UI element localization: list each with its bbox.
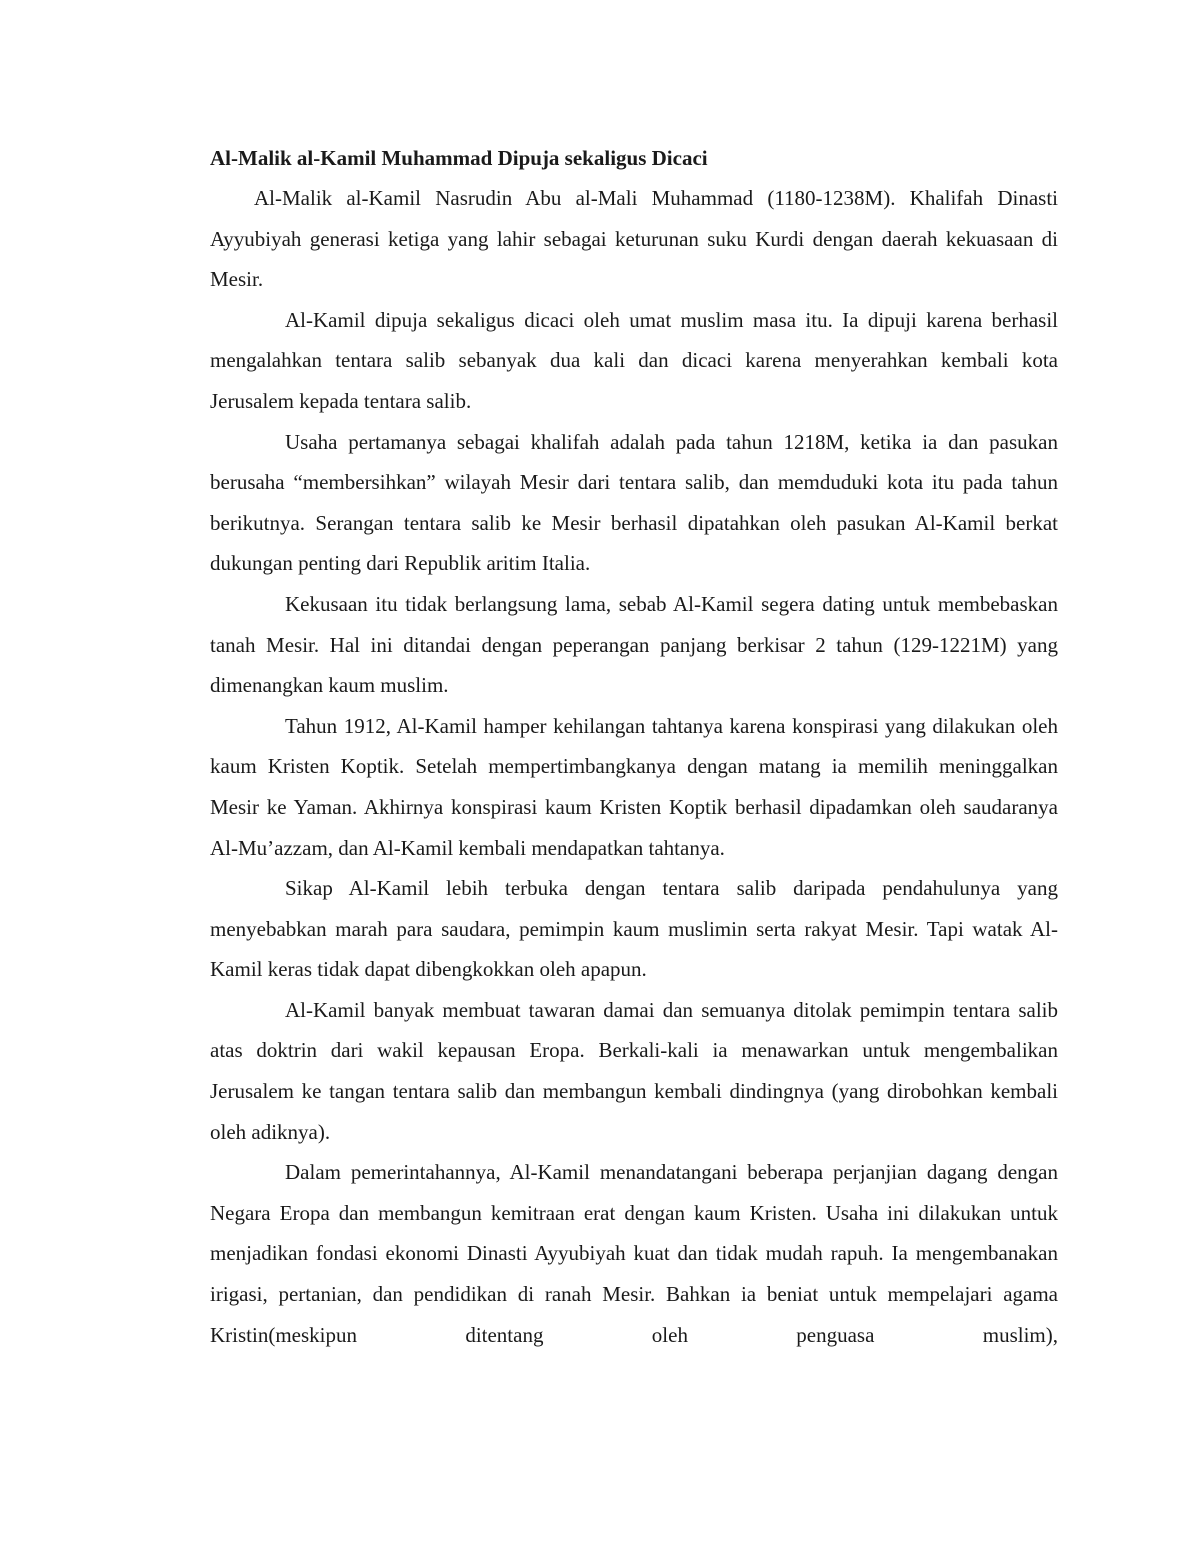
- paragraph-4: Kekusaan itu tidak berlangsung lama, sebab Al-Kamil segera dating untuk membebaskan tanah Mesir. Hal ini ditandai dengan peperangan panjang berkisar 2 tahun (129-1221M) yang dimenangkan kaum muslim.: [210, 591, 1058, 698]
- paragraph-3: Usaha pertamanya sebagai khalifah adalah pada tahun 1218M, ketika ia dan pasukan berusaha “membersihkan” wilayah Mesir dari tentara salib, dan memduduki kota itu pada tahun berikutnya. Serangan tentara salib ke Mesir berhasil dipatahkan oleh pasukan Al-Kamil berkat dukungan penting dari Republik aritim Italia.: [210, 429, 1058, 576]
- document-title: Al-Malik al-Kamil Muhammad Dipuja sekaligus Dicaci: [210, 146, 708, 170]
- document-page: [210, 138, 1058, 1355]
- paragraph-7: Al-Kamil banyak membuat tawaran damai dan semuanya ditolak pemimpin tentara salib atas doktrin dari wakil kepausan Eropa. Berkali-kali ia menawarkan untuk mengembalikan Jerusalem ke tangan tentara salib dan membangun kembali dindingnya (yang dirobohkan kembali oleh adiknya).: [210, 997, 1058, 1144]
- paragraph-5: Tahun 1912, Al-Kamil hamper kehilangan tahtanya karena konspirasi yang dilakukan oleh kaum Kristen Koptik. Setelah mempertimbangkanya dengan matang ia memilih meninggalkan Mesir ke Yaman. Akhirnya konspirasi kaum Kristen Koptik berhasil dipadamkan oleh saudaranya Al-Mu’azzam, dan Al-Kamil kembali mendapatkan tahtanya.: [210, 713, 1058, 860]
- paragraph-8: Dalam pemerintahannya, Al-Kamil menandatangani beberapa perjanjian dagang dengan Negara Eropa dan membangun kemitraan erat dengan kaum Kristen. Usaha ini dilakukan untuk menjadikan fondasi ekonomi Dinasti Ayyubiyah kuat dan tidak mudah rapuh. Ia mengembanakan irigasi, pertanian, dan pendidikan di ranah Mesir. Bahkan ia beniat untuk mempelajari agama Kristin(meskipun ditentang oleh penguasa muslim),: [210, 1160, 1058, 1347]
- paragraph-1: Al-Malik al-Kamil Nasrudin Abu al-Mali Muhammad (1180-1238M). Khalifah Dinasti Ayyubiyah generasi ketiga yang lahir sebagai keturunan suku Kurdi dengan daerah kekuasaan di Mesir.: [210, 186, 1058, 292]
- paragraph-2: Al-Kamil dipuja sekaligus dicaci oleh umat muslim masa itu. Ia dipuji karena berhasil mengalahkan tentara salib sebanyak dua kali dan dicaci karena menyerahkan kembali kota Jerusalem kepada tentara salib.: [210, 307, 1058, 413]
- paragraph-6: Sikap Al-Kamil lebih terbuka dengan tentara salib daripada pendahulunya yang menyebabkan marah para saudara, pemimpin kaum muslimin serta rakyat Mesir. Tapi watak Al-Kamil keras tidak dapat dibengkokkan oleh apapun.: [210, 876, 1058, 982]
